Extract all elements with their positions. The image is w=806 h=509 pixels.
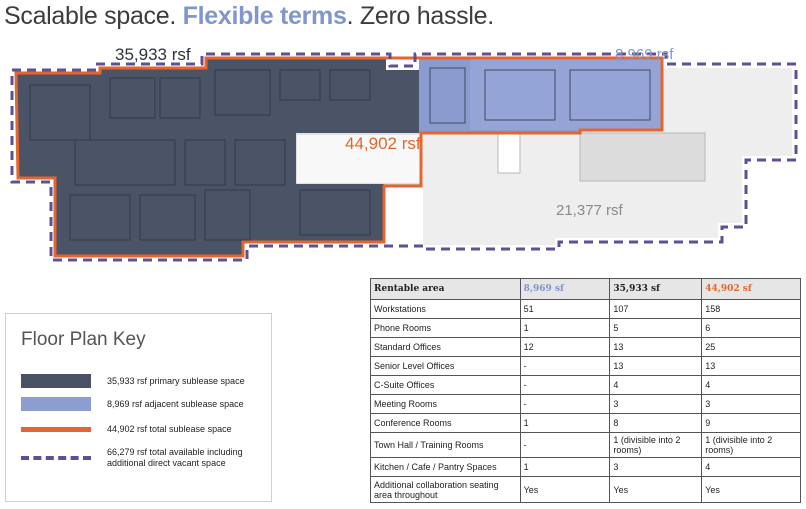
table-row [371, 458, 801, 477]
cell: 3 [610, 458, 702, 477]
cell: - [520, 433, 610, 458]
table-header-row [371, 279, 801, 300]
cell: 9 [702, 414, 801, 433]
cell: Yes [702, 477, 801, 503]
cell: - [520, 357, 610, 376]
vacant-rsf-label: 21,377 rsf [556, 202, 623, 219]
cell: 6 [702, 319, 801, 338]
cell: Yes [610, 477, 702, 503]
row-label: Town Hall / Training Rooms [371, 433, 521, 458]
table-row [371, 376, 801, 395]
headline-part-1: Scalable space. [4, 2, 183, 30]
floor-plan [0, 40, 806, 272]
cell: - [520, 395, 610, 414]
primary-rsf-label: 35,933 rsf [115, 45, 191, 64]
cell: - [520, 376, 610, 395]
total-swatch [21, 427, 91, 432]
cell: 4 [702, 458, 801, 477]
header-adjacent: 8,969 sf [520, 279, 610, 300]
key-item-available [21, 447, 257, 469]
cell: 25 [702, 338, 801, 357]
table-row [371, 357, 801, 376]
key-item-label: 66,279 rsf total available including additional direct vacant space [107, 447, 243, 468]
cell: 12 [520, 338, 610, 357]
row-label: C-Suite Offices [371, 376, 521, 395]
cell: 1 [520, 319, 610, 338]
cell: Yes [520, 477, 610, 503]
page-headline [4, 2, 494, 31]
key-item-label: 44,902 rsf total sublease space [107, 424, 232, 434]
headline-highlight: Flexible terms [182, 2, 347, 30]
cell: 3 [610, 395, 702, 414]
table-row [371, 395, 801, 414]
key-item-label: 8,969 rsf adjacent sublease space [107, 398, 244, 409]
table-row [371, 319, 801, 338]
row-label: Kitchen / Cafe / Pantry Spaces [371, 458, 521, 477]
key-item-adjacent [21, 397, 257, 411]
cell: 107 [610, 300, 702, 319]
header-primary: 35,933 sf [610, 279, 702, 300]
cell: 4 [702, 376, 801, 395]
cell: 4 [610, 376, 702, 395]
cell: 3 [702, 395, 801, 414]
key-item-total [21, 424, 257, 435]
header-total: 44,902 sf [702, 279, 801, 300]
total-rsf-label: 44,902 rsf [345, 134, 421, 153]
table-row [371, 477, 801, 503]
cell: 51 [520, 300, 610, 319]
cell: 5 [610, 319, 702, 338]
header-rentable-area: Rentable area [371, 279, 521, 300]
key-title: Floor Plan Key [21, 329, 146, 350]
key-item-primary [21, 374, 257, 388]
adjacent-swatch [21, 397, 91, 411]
key-item-label: 35,933 rsf primary sublease space [107, 375, 245, 386]
table-row [371, 433, 801, 458]
cell: 1 [520, 458, 610, 477]
row-label: Phone Rooms [371, 319, 521, 338]
cell: 8 [610, 414, 702, 433]
cell: 13 [702, 357, 801, 376]
table-row [371, 414, 801, 433]
row-label: Conference Rooms [371, 414, 521, 433]
cell: 13 [610, 338, 702, 357]
row-label: Additional collaboration seating area throughout [371, 477, 521, 503]
cell: 13 [610, 357, 702, 376]
row-label: Standard Offices [371, 338, 521, 357]
primary-swatch [21, 374, 91, 388]
table-row [371, 300, 801, 319]
rentable-area-table [370, 278, 801, 503]
adjacent-rsf-label: 8,969 rsf [615, 46, 674, 63]
cell: 1 [520, 414, 610, 433]
cell: 1 (divisible into 2 rooms) [702, 433, 801, 458]
available-swatch [21, 456, 91, 460]
row-label: Senior Level Offices [371, 357, 521, 376]
cell: 158 [702, 300, 801, 319]
row-label: Workstations [371, 300, 521, 319]
table-row [371, 338, 801, 357]
floor-plan-key [5, 313, 272, 502]
cell: 1 (divisible into 2 rooms) [610, 433, 702, 458]
row-label: Meeting Rooms [371, 395, 521, 414]
headline-part-3: . Zero hassle. [346, 2, 494, 30]
